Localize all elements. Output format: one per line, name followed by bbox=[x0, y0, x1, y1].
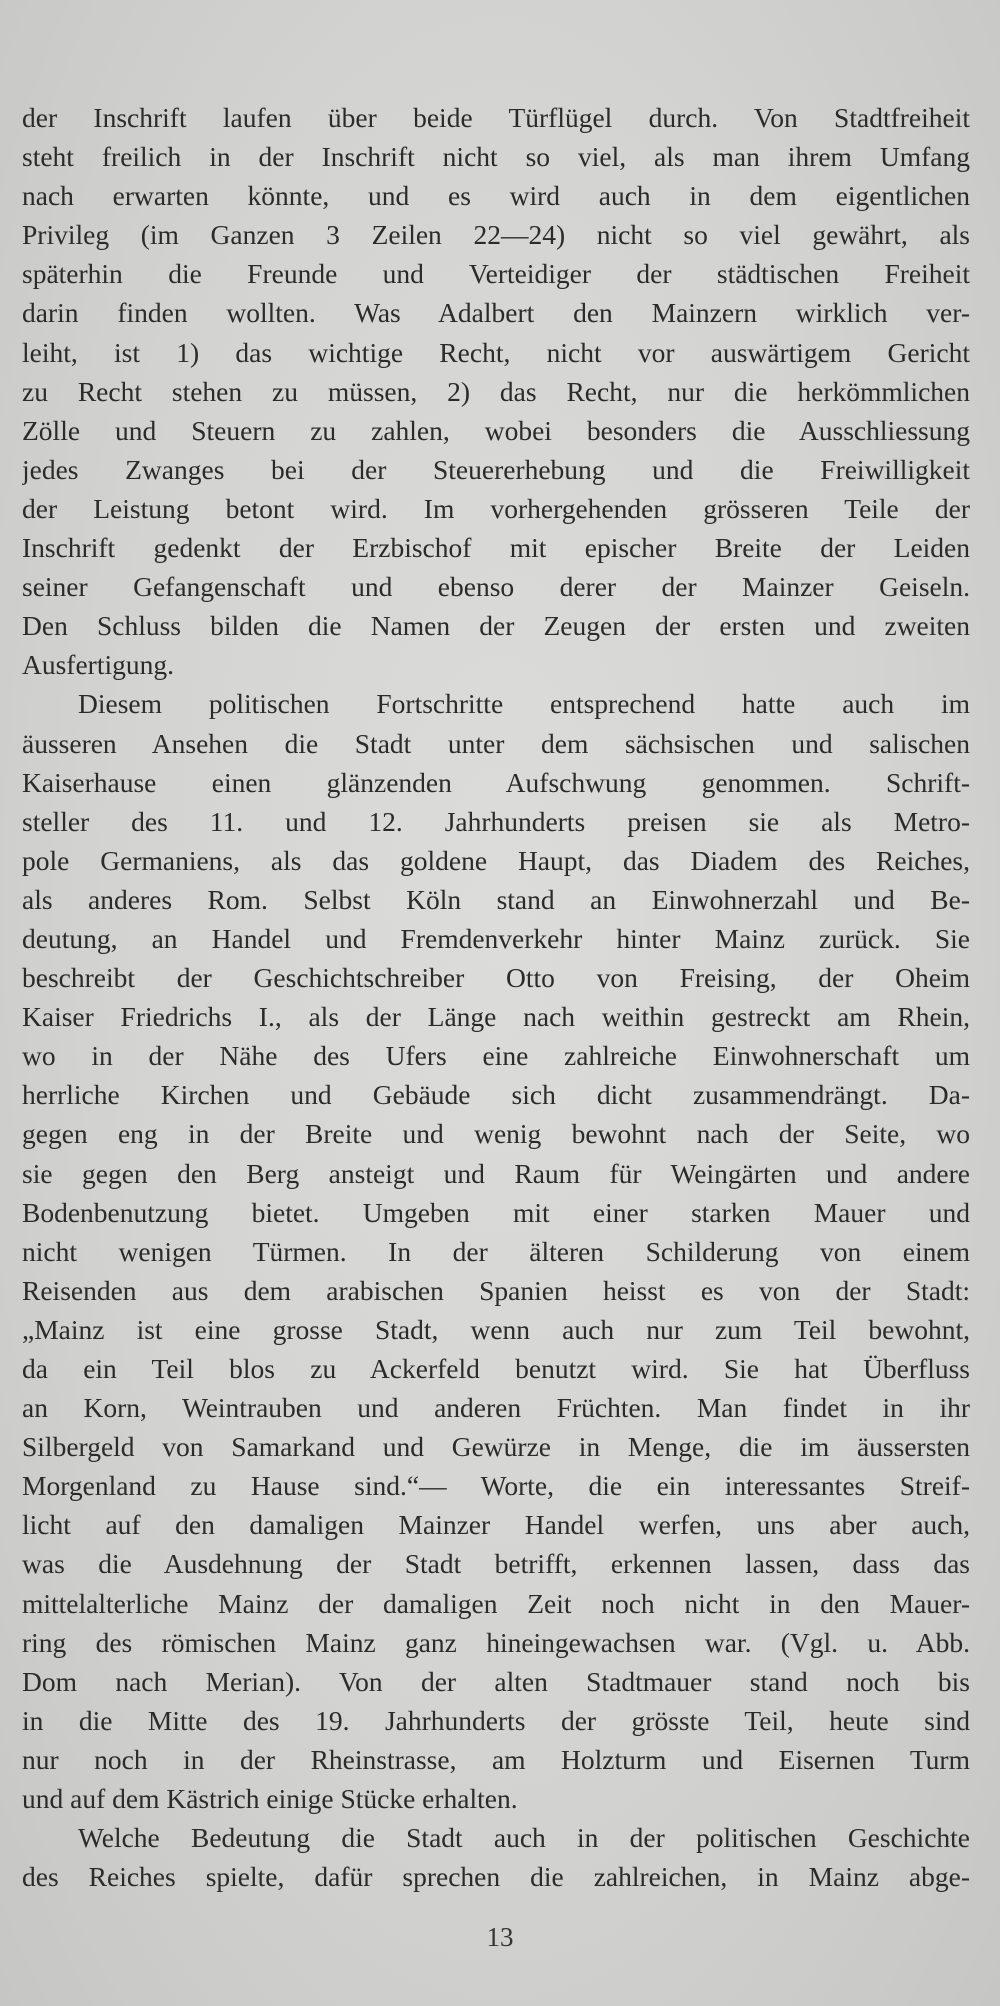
text-line: äusseren Ansehen die Stadt unter dem sächsischen und salischen bbox=[22, 727, 970, 759]
text-line: als anderes Rom. Selbst Köln stand an Einwohnerzahl und Be- bbox=[22, 883, 970, 915]
text-line: wo in der Nähe des Ufers eine zahlreiche Einwohnerschaft um bbox=[22, 1040, 970, 1072]
page-body bbox=[22, 98, 970, 1896]
text-line: „Mainz ist eine grosse Stadt, wenn auch nur zum Teil bewohnt, bbox=[22, 1313, 970, 1345]
text-line: gegen eng in der Breite und wenig bewohnt nach der Seite, wo bbox=[22, 1118, 970, 1150]
text-line: da ein Teil blos zu Ackerfeld benutzt wird. Sie hat Überfluss bbox=[22, 1353, 970, 1384]
text-line: zu Recht stehen zu müssen, 2) das Recht, nur die herkömmlichen bbox=[22, 375, 970, 407]
text-line: Morgenland zu Hause sind.“— Worte, die ein interessantes Streif- bbox=[22, 1470, 970, 1502]
text-line: Bodenbenutzung bietet. Umgeben mit einer starken Mauer und bbox=[22, 1196, 970, 1228]
text-line: Kaiserhause einen glänzenden Aufschwung genommen. Schrift- bbox=[22, 766, 970, 798]
text-line: steller des 11. und 12. Jahrhunderts preisen sie als Metro- bbox=[22, 805, 970, 837]
text-line: mittelalterliche Mainz der damaligen Zeit noch nicht in den Mauer- bbox=[22, 1587, 970, 1619]
text-line: Den Schluss bilden die Namen der Zeugen der ersten und zweiten bbox=[22, 610, 970, 642]
text-line: leiht, ist 1) das wichtige Recht, nicht vor auswärtigem Gericht bbox=[22, 336, 970, 368]
text-line: licht auf den damaligen Mainzer Handel werfen, uns aber auch, bbox=[22, 1509, 970, 1541]
text-line: der Inschrift laufen über beide Türflügel durch. Von Stadtfreiheit bbox=[22, 102, 970, 133]
text-line: seiner Gefangenschaft und ebenso derer der Mainzer Geiseln. bbox=[22, 571, 970, 603]
text-line: ring des römischen Mainz ganz hineingewachsen war. (Vgl. u. Abb. bbox=[22, 1626, 970, 1658]
text-line: nach erwarten könnte, und es wird auch in dem eigentlichen bbox=[22, 180, 970, 212]
text-line: steht freilich in der Inschrift nicht so viel, als man ihrem Umfang bbox=[22, 141, 970, 173]
text-line: Reisenden aus dem arabischen Spanien heisst es von der Stadt: bbox=[22, 1274, 970, 1306]
text-line: Zölle und Steuern zu zahlen, wobei besonders die Ausschliessung bbox=[22, 414, 970, 446]
text-line: herrliche Kirchen und Gebäude sich dicht zusammendrängt. Da- bbox=[22, 1079, 970, 1111]
text-line: des Reiches spielte, dafür sprechen die zahlreichen, in Mainz abge- bbox=[22, 1861, 970, 1893]
text-line: späterhin die Freunde und Verteidiger der städtischen Freiheit bbox=[22, 258, 970, 290]
text-line: sie gegen den Berg ansteigt und Raum für Weingärten und andere bbox=[22, 1157, 970, 1189]
text-line: pole Germaniens, als das goldene Haupt, das Diadem des Reiches, bbox=[22, 844, 970, 876]
text-line-paragraph-start: Diesem politischen Fortschritte entsprechend hatte auch im bbox=[78, 688, 970, 720]
text-line: an Korn, Weintrauben und anderen Früchten. Man findet in ihr bbox=[22, 1392, 970, 1424]
text-line: Dom nach Merian). Von der alten Stadtmauer stand noch bis bbox=[22, 1665, 970, 1697]
text-line: Inschrift gedenkt der Erzbischof mit epischer Breite der Leiden bbox=[22, 532, 970, 564]
text-line: nur noch in der Rheinstrasse, am Holzturm und Eisernen Turm bbox=[22, 1743, 970, 1775]
text-line: der Leistung betont wird. Im vorhergehenden grösseren Teile der bbox=[22, 492, 970, 524]
text-line: darin finden wollten. Was Adalbert den Mainzern wirklich ver- bbox=[22, 297, 970, 329]
text-line: was die Ausdehnung der Stadt betrifft, erkennen lassen, dass das bbox=[22, 1548, 970, 1580]
page-number: 13 bbox=[486, 1922, 514, 1952]
text-line: nicht wenigen Türmen. In der älteren Schilderung von einem bbox=[22, 1235, 970, 1267]
text-line: Kaiser Friedrichs I., als der Länge nach weithin gestreckt am Rhein, bbox=[22, 1001, 970, 1033]
text-line-paragraph-end: und auf dem Kästrich einige Stücke erhalten. bbox=[22, 1783, 518, 1815]
text-line-paragraph-start: Welche Bedeutung die Stadt auch in der politischen Geschichte bbox=[78, 1822, 970, 1854]
text-line: Privileg (im Ganzen 3 Zeilen 22—24) nicht so viel gewährt, als bbox=[22, 219, 970, 251]
text-line: beschreibt der Geschichtschreiber Otto von Freising, der Oheim bbox=[22, 962, 970, 994]
text-line: deutung, an Handel und Fremdenverkehr hinter Mainz zurück. Sie bbox=[22, 922, 970, 954]
text-line: Silbergeld von Samarkand und Gewürze in Menge, die im äussersten bbox=[22, 1431, 970, 1463]
text-line: jedes Zwanges bei der Steuererhebung und die Freiwilligkeit bbox=[22, 453, 970, 485]
text-line: in die Mitte des 19. Jahrhunderts der grösste Teil, heute sind bbox=[22, 1704, 970, 1736]
text-line-paragraph-end: Ausfertigung. bbox=[22, 649, 174, 681]
